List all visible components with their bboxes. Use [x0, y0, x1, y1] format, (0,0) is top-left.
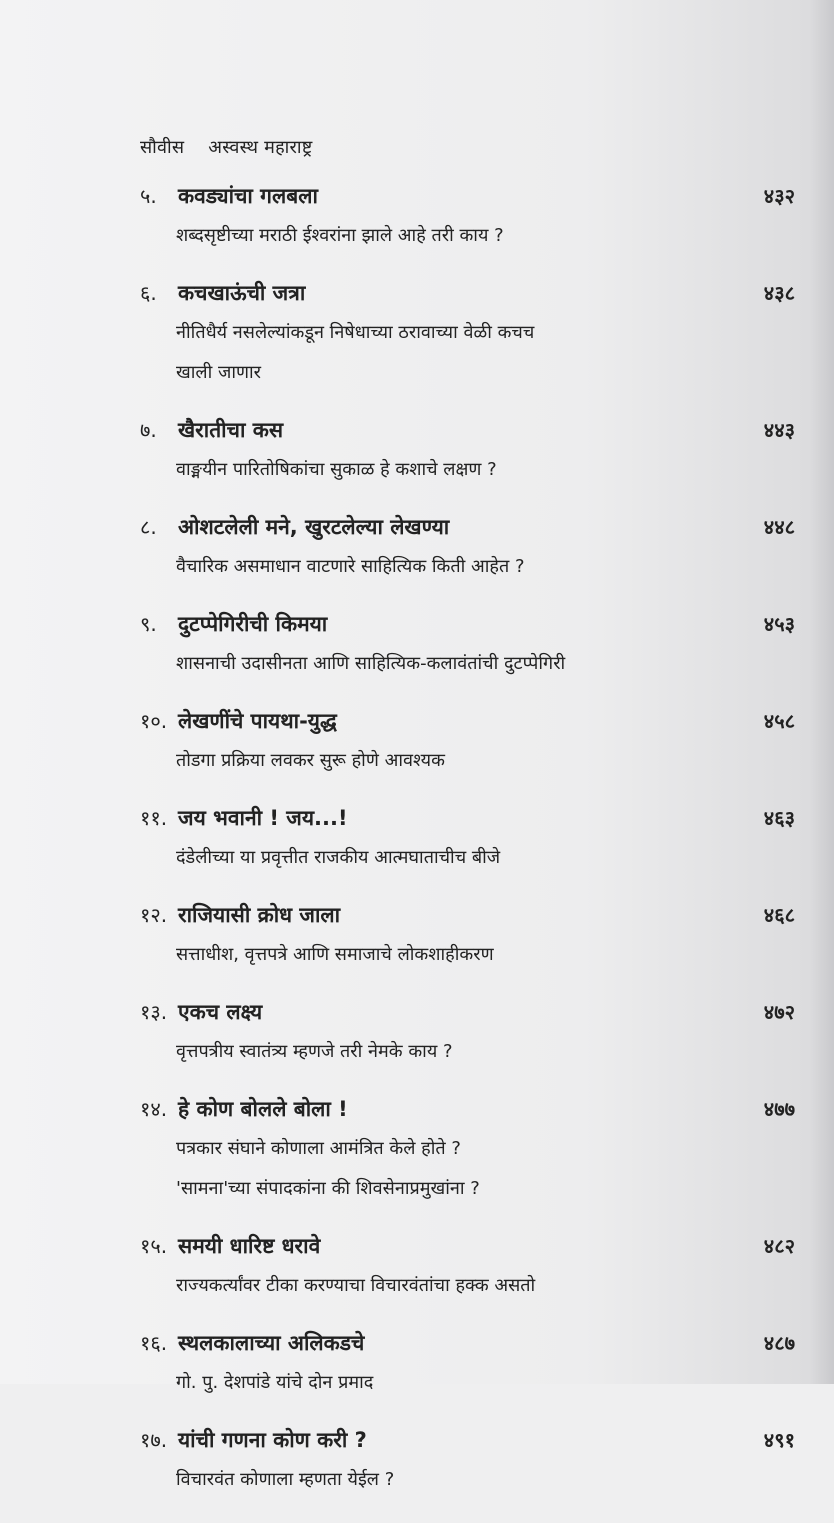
chapter-title: स्थलकालाच्या अलिकडचे [178, 1331, 365, 1355]
toc-entry [140, 1232, 795, 1306]
page-number: ४६३ [763, 806, 795, 830]
page-number: ४३८ [763, 281, 795, 305]
toc-entry [140, 1095, 795, 1209]
chapter-title: जय भवानी ! जय...! [178, 806, 348, 830]
toc-entry-heading [140, 416, 795, 450]
chapter-subtitle: 'सामना'च्या संपादकांना की शिवसेनाप्रमुखांना ? [176, 1178, 480, 1199]
toc-entry [140, 707, 795, 781]
chapter-subtitle: शब्दसृष्टीच्या मराठी ईश्वरांना झाले आहे तरी काय ? [176, 225, 504, 246]
toc-entry-heading [140, 182, 795, 216]
toc-entry-heading [140, 513, 795, 547]
toc-entry [140, 610, 795, 684]
chapter-subtitle: पत्रकार संघाने कोणाला आमंत्रित केले होते ? [176, 1138, 461, 1159]
chapter-number: ६. [140, 281, 157, 305]
toc-entry [140, 279, 795, 393]
chapter-number: १६. [140, 1331, 168, 1355]
chapter-number: १४. [140, 1097, 168, 1121]
page-number: ४८७ [763, 1331, 795, 1355]
chapter-subtitle: सत्ताधीश, वृत्तपत्रे आणि समाजाचे लोकशाहीकरण [176, 944, 494, 965]
page-number: ४८२ [763, 1234, 795, 1258]
toc-entry-heading [140, 610, 795, 644]
toc-entry-heading [140, 279, 795, 313]
toc-entry-heading [140, 1426, 795, 1460]
page-number: ४४८ [763, 515, 795, 539]
chapter-subtitle: तोडगा प्रक्रिया लवकर सुरू होणे आवश्यक [176, 750, 445, 771]
toc-entry [140, 1329, 795, 1403]
chapter-title: कवड्यांचा गलबला [178, 184, 318, 208]
toc-entry-heading [140, 1232, 795, 1266]
chapter-title: एकच लक्ष्य [178, 1000, 263, 1024]
chapter-subtitle: राज्यकर्त्यांवर टीका करण्याचा विचारवंतांचा हक्क असतो [176, 1275, 536, 1296]
page-number: ४४३ [763, 418, 795, 442]
page-number: ४७७ [763, 1097, 795, 1121]
toc-entry [140, 416, 795, 490]
toc-entry-heading [140, 1329, 795, 1363]
chapter-title: यांची गणना कोण करी ? [178, 1428, 367, 1452]
chapter-subtitle: गो. पु. देशपांडे यांचे दोन प्रमाद [176, 1372, 374, 1393]
toc-entry-heading [140, 1095, 795, 1129]
page-number: ४५८ [763, 709, 795, 733]
chapter-title: खैरातीचा कस [178, 418, 284, 442]
chapter-number: १३. [140, 1000, 168, 1024]
chapter-subtitle: वाङ्मयीन पारितोषिकांचा सुकाळ हे कशाचे लक्षण ? [176, 459, 497, 480]
chapter-title: समयी धारिष्ट धरावे [178, 1234, 321, 1258]
chapter-number: ११. [140, 806, 168, 830]
chapter-subtitle: वैचारिक असमाधान वाटणारे साहित्यिक किती आहेत ? [176, 556, 525, 577]
chapter-title: राजियासी क्रोध जाला [178, 903, 341, 927]
toc-entry [140, 182, 795, 256]
chapter-number: १५. [140, 1234, 168, 1258]
page-number: ४९१ [763, 1428, 795, 1452]
page-number: ४७२ [763, 1000, 795, 1024]
toc-entry-heading [140, 804, 795, 838]
page-number: ४३२ [763, 184, 795, 208]
toc-entry-heading [140, 707, 795, 741]
chapter-subtitle: खाली जाणार [176, 362, 262, 383]
chapter-number: १७. [140, 1428, 168, 1452]
toc-entry-heading [140, 901, 795, 935]
toc-entry [140, 804, 795, 878]
chapter-title: ओशटलेली मने, खुरटलेल्या लेखण्या [178, 515, 450, 539]
page-label: सौवीस [140, 137, 185, 158]
chapter-title: कचखाऊंची जत्रा [178, 281, 306, 305]
chapter-number: ८. [140, 515, 157, 539]
toc-entry [140, 513, 795, 587]
chapter-title: लेखणींचे पायथा-युद्ध [178, 709, 337, 733]
chapter-subtitle: नीतिधैर्य नसलेल्यांकडून निषेधाच्या ठरावाच्या वेळी कचच [176, 322, 535, 343]
chapter-subtitle: शासनाची उदासीनता आणि साहित्यिक-कलावंतांची दुटप्पेगिरी [176, 653, 566, 674]
chapter-title: हे कोण बोलले बोला ! [178, 1097, 348, 1121]
toc-entry [140, 1426, 795, 1500]
page-number: ४५३ [763, 612, 795, 636]
chapter-subtitle: वृत्तपत्रीय स्वातंत्र्य म्हणजे तरी नेमके काय ? [176, 1041, 453, 1062]
chapter-title: दुटप्पेगिरीची किमया [178, 612, 328, 636]
chapter-subtitle: दंडेलीच्या या प्रवृत्तीत राजकीय आत्मघाताचीच बीजे [176, 847, 501, 868]
chapter-number: ९. [140, 612, 157, 636]
running-header [140, 135, 312, 159]
toc-entry [140, 998, 795, 1072]
chapter-number: १२. [140, 903, 168, 927]
toc-entry [140, 901, 795, 975]
chapter-number: ७. [140, 418, 157, 442]
book-title: अस्वस्थ महाराष्ट्र [208, 137, 313, 158]
chapter-number: १०. [140, 709, 168, 733]
page-number: ४६८ [763, 903, 795, 927]
toc-entry-heading [140, 998, 795, 1032]
chapter-subtitle: विचारवंत कोणाला म्हणता येईल ? [176, 1469, 395, 1490]
chapter-number: ५. [140, 184, 157, 208]
table-of-contents [140, 182, 795, 1523]
